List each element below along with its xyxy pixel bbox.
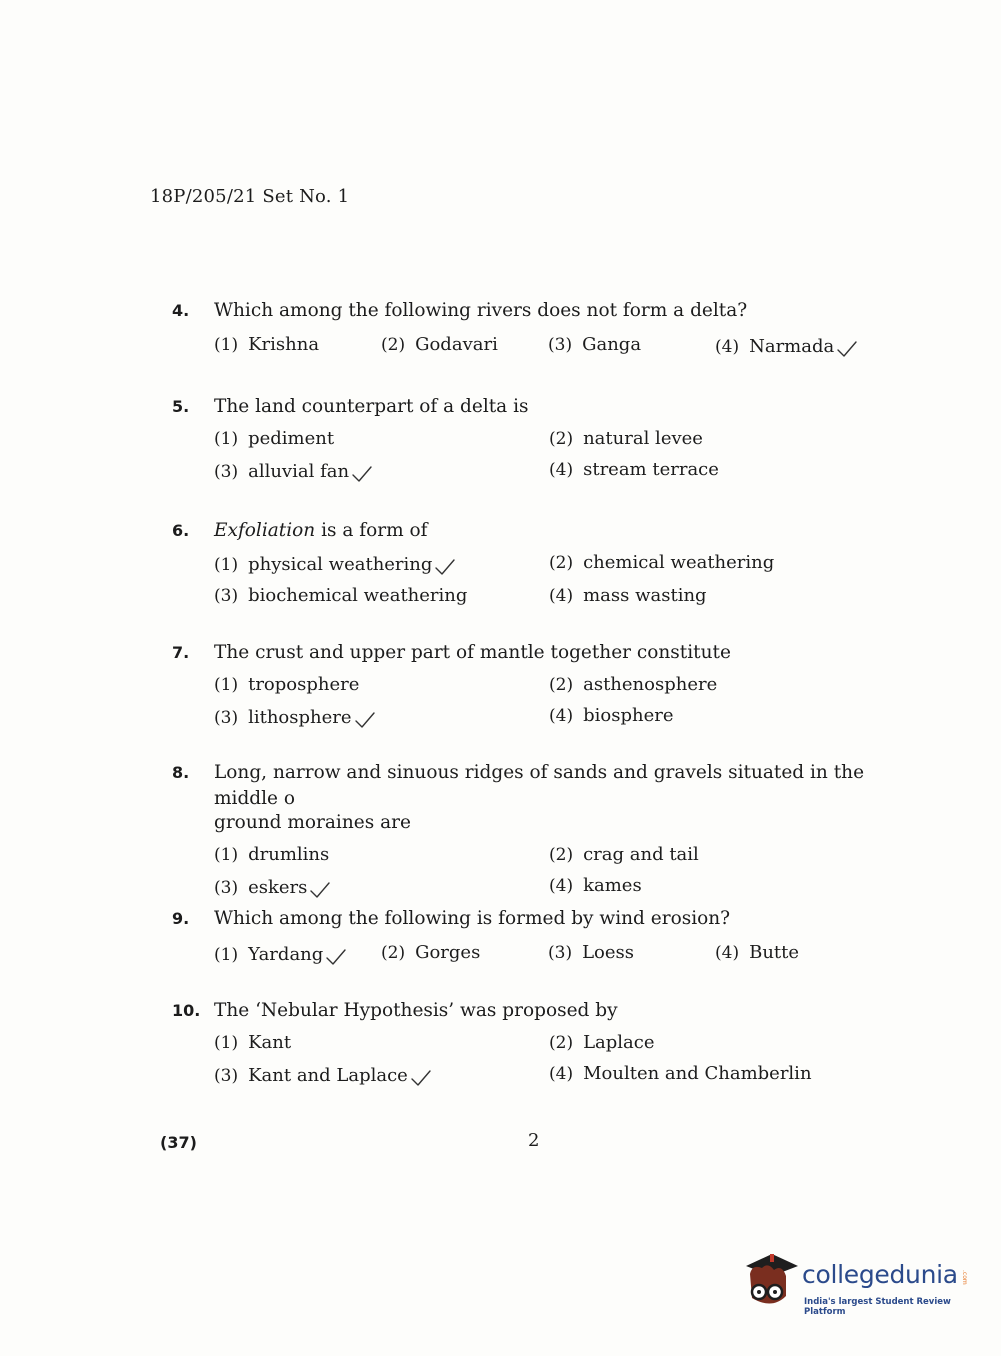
option-item: [549, 674, 884, 695]
option-number: (2): [549, 553, 574, 573]
option-item: [381, 942, 548, 965]
option-number: (1): [214, 945, 239, 965]
option-item: [214, 942, 381, 965]
question-3: [172, 640, 912, 728]
question-5: [172, 906, 912, 965]
option-text: chemical weathering: [583, 552, 775, 573]
option-number: (4): [549, 586, 574, 606]
option-text: kames: [583, 875, 642, 896]
question-1: [172, 394, 912, 482]
option-item: [214, 459, 549, 482]
logo-tagline: India's largest Student Review Platform: [804, 1297, 951, 1317]
option-item: [214, 674, 549, 695]
logo-wordmark: collegedunia: [802, 1260, 958, 1289]
option-item: [214, 875, 549, 898]
option-item: [549, 705, 884, 728]
option-number: (4): [715, 337, 740, 357]
question-text: The ‘Nebular Hypothesis’ was proposed by: [214, 1000, 618, 1021]
question-4: [172, 760, 912, 898]
option-text: crag and tail: [583, 844, 699, 865]
question-line: [172, 998, 912, 1024]
option-text: Moulten and Chamberlin: [583, 1063, 812, 1084]
question-text: The crust and upper part of mantle together constitute: [214, 642, 731, 663]
page-number: 2: [528, 1130, 540, 1151]
option-number: (3): [548, 335, 573, 355]
collegedunia-logo: [742, 1246, 972, 1316]
option-number: (1): [214, 1033, 239, 1053]
option-number: (4): [715, 943, 740, 963]
option-number: (2): [549, 845, 574, 865]
option-item: [548, 334, 715, 357]
option-number: (3): [214, 1066, 239, 1086]
question-6: [172, 998, 912, 1086]
option-item: [549, 585, 884, 606]
option-list: [214, 942, 912, 965]
question-number: 10.: [172, 1001, 201, 1020]
option-text: Laplace: [583, 1032, 655, 1053]
option-number: (1): [214, 845, 239, 865]
option-list: [214, 428, 912, 482]
option-item: [549, 1032, 884, 1053]
option-text: Gorges: [415, 942, 481, 963]
option-number: (1): [214, 555, 239, 575]
option-text: biochemical weathering: [248, 585, 468, 606]
option-number: (1): [214, 335, 239, 355]
option-item: [549, 844, 884, 865]
option-number: (4): [549, 706, 574, 726]
option-text: mass wasting: [583, 585, 707, 606]
option-item: [715, 942, 882, 965]
option-item: [214, 334, 381, 357]
option-item: [214, 705, 549, 728]
option-list: [214, 1032, 912, 1086]
option-text: Kant and Laplace: [248, 1065, 408, 1086]
option-number: (4): [549, 876, 574, 896]
question-number: 9.: [172, 909, 190, 928]
question-line: [172, 298, 912, 324]
checkmark-icon: [354, 711, 376, 729]
option-number: (3): [214, 586, 239, 606]
paper-code-header: 18P/205/21 Set No. 1: [150, 186, 350, 207]
option-item: [214, 1032, 549, 1053]
question-0: [172, 298, 912, 357]
option-text: physical weathering: [248, 554, 433, 575]
footer-code: (37): [160, 1133, 197, 1152]
option-text: Kant: [248, 1032, 292, 1053]
option-item: [214, 585, 549, 606]
option-item: [549, 552, 884, 575]
question-line: [172, 640, 912, 666]
question-text: Which among the following is formed by wind erosion?: [214, 908, 731, 929]
option-item: [214, 428, 549, 449]
checkmark-icon: [836, 340, 858, 358]
question-italic-term: Exfoliation: [214, 520, 316, 541]
question-number: 8.: [172, 763, 190, 782]
question-line: [172, 394, 912, 420]
option-number: (2): [381, 335, 406, 355]
option-number: (3): [548, 943, 573, 963]
checkmark-icon: [309, 881, 331, 899]
question-line: [172, 518, 912, 544]
student-mascot-icon: [742, 1252, 800, 1310]
option-number: (1): [214, 429, 239, 449]
option-item: [549, 875, 884, 898]
option-item: [549, 1063, 884, 1086]
question-text: The land counterpart of a delta is: [214, 396, 529, 417]
option-text: pediment: [248, 428, 335, 449]
question-number: 4.: [172, 301, 190, 320]
question-2: [172, 518, 912, 606]
option-number: (3): [214, 462, 239, 482]
option-list: [214, 844, 912, 898]
option-text: troposphere: [248, 674, 360, 695]
question-text: Long, narrow and sinuous ridges of sands and gravels situated in the middle o: [214, 762, 865, 809]
option-number: (2): [549, 1033, 574, 1053]
question-text: Which among the following rivers does not form a delta?: [214, 300, 748, 321]
option-list: [214, 674, 912, 728]
option-text: asthenosphere: [583, 674, 718, 695]
option-text: drumlins: [248, 844, 330, 865]
option-item: [214, 844, 549, 865]
checkmark-icon: [434, 558, 456, 576]
logo-domain: .com: [961, 1270, 968, 1285]
option-text: Yardang: [248, 944, 324, 965]
option-text: eskers: [248, 877, 308, 898]
question-text: [214, 518, 912, 544]
option-text: biosphere: [583, 705, 674, 726]
option-list: [214, 552, 912, 606]
option-item: [715, 334, 882, 357]
option-number: (4): [549, 460, 574, 480]
option-text: Narmada: [749, 336, 835, 357]
option-text: Godavari: [415, 334, 498, 355]
question-number: 7.: [172, 643, 190, 662]
question-line: [172, 906, 912, 932]
option-number: (1): [214, 675, 239, 695]
checkmark-icon: [325, 948, 347, 966]
option-number: (2): [549, 429, 574, 449]
option-item: [549, 428, 884, 449]
option-text: Butte: [749, 942, 800, 963]
option-number: (4): [549, 1064, 574, 1084]
option-text: Ganga: [582, 334, 642, 355]
question-number: 6.: [172, 521, 190, 540]
question-number: 5.: [172, 397, 190, 416]
option-text: lithosphere: [248, 707, 352, 728]
question-text-continued: ground moraines are: [214, 812, 411, 833]
option-item: [214, 1063, 549, 1086]
option-number: (2): [381, 943, 406, 963]
option-number: (3): [214, 878, 239, 898]
checkmark-icon: [410, 1069, 432, 1087]
question-line: [172, 760, 912, 812]
question-text-rest: is a form of: [315, 520, 428, 541]
option-item: [549, 459, 884, 482]
option-text: alluvial fan: [248, 461, 350, 482]
option-text: stream terrace: [583, 459, 719, 480]
option-item: [381, 334, 548, 357]
option-number: (3): [214, 708, 239, 728]
checkmark-icon: [351, 465, 373, 483]
option-text: Loess: [582, 942, 635, 963]
option-text: Krishna: [248, 334, 320, 355]
option-item: [214, 552, 549, 575]
option-list: [214, 334, 912, 357]
option-item: [548, 942, 715, 965]
option-number: (2): [549, 675, 574, 695]
option-text: natural levee: [583, 428, 703, 449]
